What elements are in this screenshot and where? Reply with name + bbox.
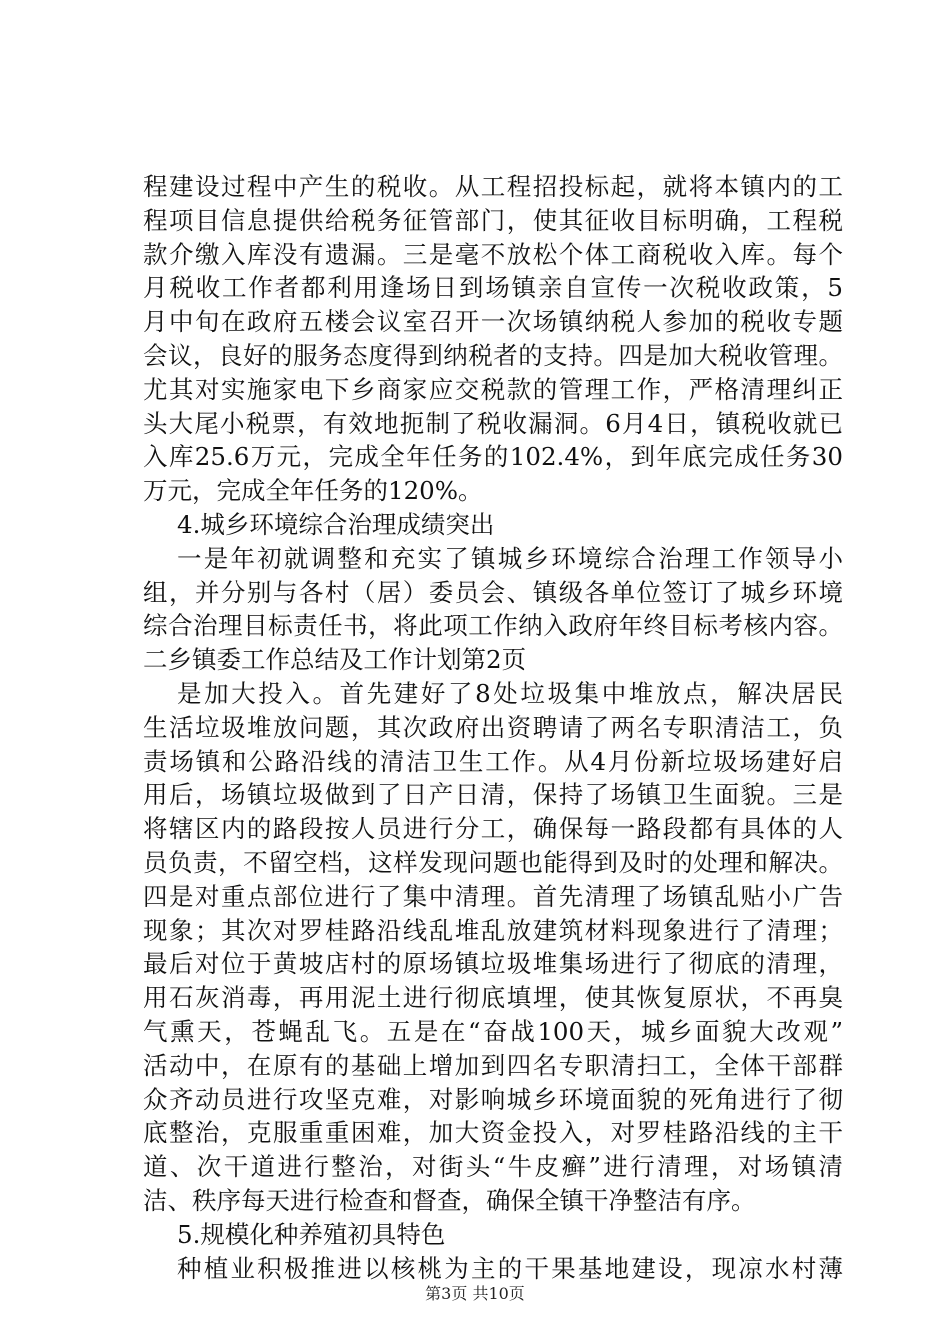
section-heading: 4.城乡环境综合治理成绩突出 [177, 509, 495, 539]
text-line: 底整治，克服重重困难，加大资金投入，对罗桂路沿线的主干 [143, 1118, 843, 1148]
text-line: 尤其对实施家电下乡商家应交税款的管理工作，严格清理纠正 [143, 374, 843, 404]
page-footer [0, 1283, 950, 1305]
page-title-line: 二乡镇委工作总结及工作计划第2页 [143, 645, 527, 675]
document-body [143, 170, 843, 1285]
text-line: 员负责，不留空档，这样发现问题也能得到及时的处理和解决。 [143, 847, 843, 877]
text-line: 生活垃圾堆放问题，其次政府出资聘请了两名专职清洁工，负 [143, 712, 843, 742]
text-line: 万元，完成全年任务的120%。 [143, 476, 483, 506]
text-line: 责场镇和公路沿线的清洁卫生工作。从4月份新垃圾场建好启 [143, 746, 843, 776]
text-line: 款介缴入库没有遗漏。三是毫不放松个体工商税收入库。每个 [143, 239, 843, 269]
text-line: 将辖区内的路段按人员进行分工，确保每一路段都有具体的人 [143, 814, 843, 844]
text-line: 种植业积极推进以核桃为主的干果基地建设，现凉水村薄 [177, 1253, 843, 1283]
text-line: 众齐动员进行攻坚克难，对影响城乡环境面貌的死角进行了彻 [143, 1084, 843, 1114]
text-line: 四是对重点部位进行了集中清理。首先清理了场镇乱贴小广告 [143, 881, 843, 911]
text-line: 道、次干道进行整治，对街头“牛皮癣”进行清理，对场镇清 [143, 1152, 843, 1182]
section-heading: 5.规模化种养殖初具特色 [177, 1219, 446, 1249]
text-line: 洁、秩序每天进行检查和督查，确保全镇干净整洁有序。 [143, 1185, 756, 1215]
text-line: 会议，良好的服务态度得到纳税者的支持。四是加大税收管理。 [143, 340, 843, 370]
text-line: 组，并分别与各村（居）委员会、镇级各单位签订了城乡环境 [143, 577, 843, 607]
text-line: 气熏天，苍蝇乱飞。五是在“奋战100天，城乡面貌大改观” [143, 1016, 843, 1046]
text-line: 用后，场镇垃圾做到了日产日清，保持了场镇卫生面貌。三是 [143, 780, 843, 810]
text-line: 现象；其次对罗桂路沿线乱堆乱放建筑材料现象进行了清理； [143, 915, 843, 945]
text-line: 最后对位于黄坡店村的原场镇垃圾堆集场进行了彻底的清理， [143, 949, 843, 979]
text-line: 活动中，在原有的基础上增加到四名专职清扫工，全体干部群 [143, 1050, 843, 1080]
text-line: 是加大投入。首先建好了8处垃圾集中堆放点，解决居民 [177, 678, 843, 708]
text-line: 综合治理目标责任书，将此项工作纳入政府年终目标考核内容。 [143, 611, 843, 641]
text-line: 一是年初就调整和充实了镇城乡环境综合治理工作领导小 [177, 543, 843, 573]
text-line: 入库25.6万元，完成全年任务的102.4%，到年底完成任务30 [143, 442, 843, 472]
text-line: 月中旬在政府五楼会议室召开一次场镇纳税人参加的税收专题 [143, 307, 843, 337]
text-line: 程建设过程中产生的税收。从工程招投标起，就将本镇内的工 [143, 172, 843, 201]
text-line: 用石灰消毒，再用泥土进行彻底填埋，使其恢复原状，不再臭 [143, 983, 843, 1013]
text-line: 头大尾小税票，有效地扼制了税收漏洞。6月4日，镇税收就已 [143, 408, 843, 438]
text-line: 程项目信息提供给税务征管部门，使其征收目标明确，工程税 [143, 205, 843, 235]
page-number-label: 第3页 共10页 [425, 1284, 525, 1303]
text-line: 月税收工作者都利用逢场日到场镇亲自宣传一次税收政策，5 [143, 273, 843, 303]
